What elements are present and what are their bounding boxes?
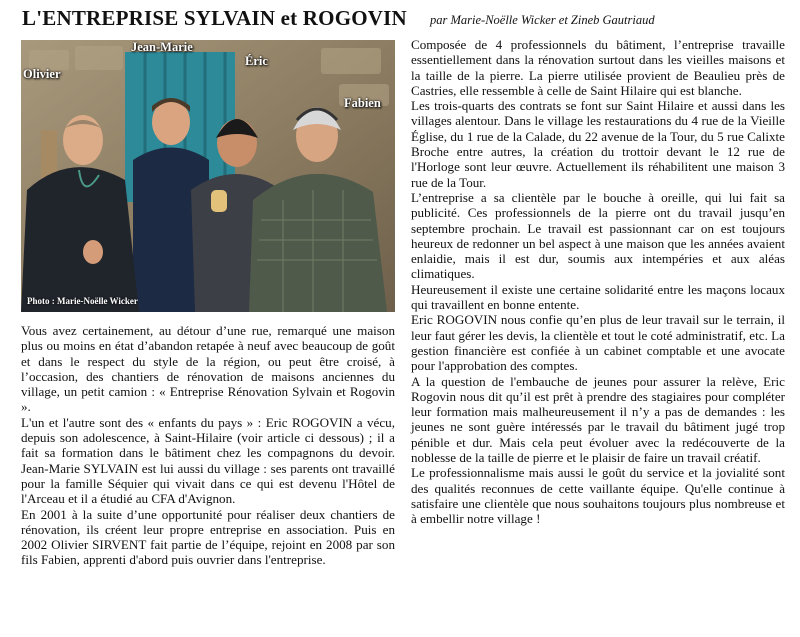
paragraph: En 2001 à la suite d’une opportunité pour réaliser deux chantiers de rénovation, ils créent leur propre entreprise en association. Puis en 2002 Olivier SIRVENT fait partie de l’équipe, rejoint en 2008 par son fils Fabien, apprenti d'abord puis ouvrier dans l'entreprise. [21,506,395,568]
right-column [411,37,785,527]
article-byline: par Marie-Noëlle Wicker et Zineb Gautriaud [430,13,655,27]
paragraph: Le professionnalisme mais aussi le goût du service et la jovialité sont des qualités reconnues de cette vaillante équipe. Qu'elle continue à satisfaire une clientèle que nous souhaitons toujours plus nombreuse et à embellir notre village ! [411,465,785,527]
photo-label-eric: Éric [245,54,268,68]
photo-label-olivier: Olivier [23,67,61,81]
paragraph: A la question de l'embauche de jeunes pour assurer la relève, Eric Rogovin nous dit qu’il est prêt à prendre des stagiaires pour compléter leur formation mais malheureusement il n’y a pas de demandes : les jeunes ne sont guère intéressés par le travail du bâtiment jugé trop pénible et dur. Mais cela peut évoluer avec la redécouverte de la noblesse de la taille de pierre et le plaisir de faire un travail créatif. [411,373,785,466]
paragraph: Heureusement il existe une certaine solidarité entre les maçons locaux qui travaillent en bonne entente. [411,281,785,313]
team-photo [21,40,395,312]
team-photo-illustration [21,40,395,312]
photo-label-fabien: Fabien [344,96,381,110]
paragraph: Vous avez certainement, au détour d’une rue, remarqué une maison plus ou moins en état d’abandon retapée à neuf avec beaucoup de goût et dans le respect du style de la région, ou peut être croisé, à l’occasion, des chantiers de rénovation de maisons anciennes du village, un petit camion : « Entreprise Rénovation Sylvain et Rogovin ». [21,323,395,415]
paragraph: L'un et l'autre sont des « enfants du pays » : Eric ROGOVIN a vécu, depuis son adolescence, à Saint-Hilaire (voir article ci dessous) ; il a fait sa formation dans le bâtiment chez les compagnons du devoir. Jean-Marie SYLVAIN est lui aussi du village : ses parents ont travaillé pour la famille Séquier qui vivait dans ce qui est devenu l'Hôtel de l'Arceau et il a étudié au CFA d'Avignon. [21,414,395,507]
left-column [21,323,395,568]
paragraph: L’entreprise a sa clientèle par le bouche à oreille, qui lui fait sa publicité. Ces professionnels de la pierre ont du travail jusqu’en septembre prochain. Le travail est passionnant car on est toujours heureux de redonner un bel aspect à une maison que les années avaient enlaidie, mais il est dur, soumis aux intempéries et aux aléas climatiques. [411,189,785,282]
paragraph: Eric ROGOVIN nous confie qu’en plus de leur travail sur le terrain, il leur faut gérer les devis, la clientèle et tout le coté administratif, etc. La gestion financière est confiée à un cabinet comptable et une avocate pour l'approbation des comptes. [411,312,785,374]
photo-credit: Photo : Marie-Noëlle Wicker [27,296,138,306]
paragraph: Les trois-quarts des contrats se font sur Saint Hilaire et aussi dans les villages alentour. Dans le village les restaurations du 4 rue de la Vieille Église, du 1 rue de la Calade, du 22 avenue de la Tour, du 5 rue Calixte Broche entre autres, la création du trottoir devant le 12 rue de l'Horloge sont leur œuvre. Actuellement ils réhabilitent une maison 3 rue de la Tour. [411,98,785,190]
photo-label-jean-marie: Jean-Marie [131,40,193,54]
paragraph: Composée de 4 professionnels du bâtiment, l’entreprise travaille essentiellement dans la rénovation surtout dans les vieilles maisons et la taille de la pierre. La pierre utilisée provient de Beaulieu près de Castries, elle ressemble à celle de Saint Hilaire qui est blanche. [411,37,785,98]
article-title: L'ENTREPRISE SYLVAIN et ROGOVIN [22,6,407,30]
